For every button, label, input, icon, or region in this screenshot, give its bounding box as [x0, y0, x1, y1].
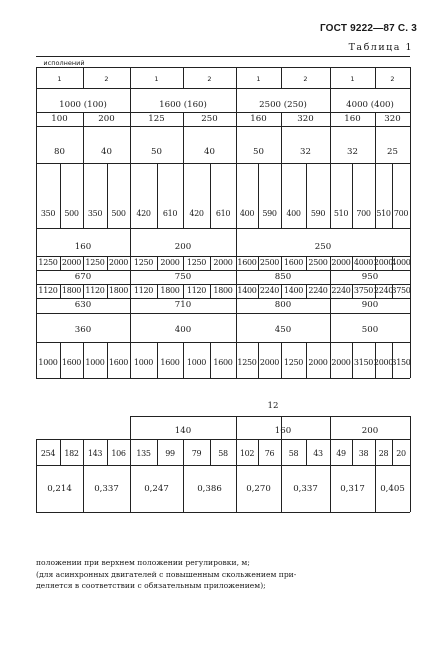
table-rule	[36, 56, 410, 57]
table-rule	[36, 284, 410, 285]
table-cell: 510	[376, 209, 391, 218]
table-column-rule	[281, 126, 282, 163]
table-cell: 2500 (250)	[259, 100, 307, 110]
table-column-rule	[157, 439, 158, 465]
table-rule	[36, 88, 410, 89]
table-rule	[36, 126, 410, 127]
table-cell: 102	[239, 449, 255, 458]
table-cell: 1600	[61, 358, 82, 367]
table-column-rule	[36, 439, 37, 465]
table-column-rule	[130, 112, 131, 126]
table-column-rule	[130, 88, 131, 112]
table-cell: 630	[74, 300, 92, 310]
table-cell: 670	[74, 272, 92, 282]
table-column-rule	[410, 126, 411, 163]
table-cell: 400	[239, 209, 255, 218]
table-cell: 710	[174, 300, 192, 310]
table-column-rule	[410, 88, 411, 112]
table-cell: 1000 (100)	[59, 100, 107, 110]
table-cell: 1800	[213, 286, 233, 295]
table-column-rule	[410, 416, 411, 439]
table-cell: 2000	[331, 258, 351, 267]
table-column-rule	[236, 163, 237, 228]
footnote-line-2: (для асинхронных двигателей с повышенным скольжением при-	[36, 569, 297, 579]
table-rule	[36, 163, 410, 164]
table-column-rule	[36, 163, 37, 228]
table-caption: Таблица 1	[348, 42, 413, 53]
table-cell: 1400	[237, 286, 257, 295]
table-column-rule	[352, 256, 353, 270]
table-cell: 1000	[38, 358, 58, 367]
table-cell: 0,337	[293, 484, 318, 494]
table-rule	[36, 439, 410, 440]
table-cell: 320	[384, 114, 401, 124]
table-rule	[36, 228, 410, 229]
footnote	[36, 557, 416, 592]
table-column-rule	[258, 163, 259, 228]
table-cell: 200	[361, 426, 379, 436]
table-column-rule	[210, 163, 211, 228]
table-cell: 360	[74, 325, 92, 335]
table-cell: 850	[274, 272, 292, 282]
table-column-rule	[130, 67, 131, 88]
table-cell: 1250	[38, 258, 58, 267]
table-cell: 40	[101, 147, 112, 157]
table-cell: 200	[98, 114, 115, 124]
table-cell: 1800	[160, 286, 180, 295]
table-column-rule	[157, 284, 158, 298]
variant-number: 2	[207, 75, 212, 83]
table-column-rule	[258, 284, 259, 298]
table-column-rule	[392, 439, 393, 465]
table-rule	[130, 416, 410, 417]
table-column-rule	[130, 465, 131, 512]
table-rule	[36, 256, 410, 257]
table-cell: 32	[300, 147, 311, 157]
table-rule	[36, 465, 410, 466]
table-cell: 99	[165, 449, 175, 458]
table-cell: 1600	[108, 358, 129, 367]
table-cell: 135	[136, 449, 151, 458]
table-column-rule	[410, 298, 411, 313]
table-column-rule	[36, 228, 37, 256]
table-cell: 3750	[391, 286, 411, 295]
table-cell: 0,386	[197, 484, 222, 494]
footnote-line-3: деляется в соответствии с обязательным приложением);	[36, 581, 266, 590]
table-column-rule	[130, 313, 131, 342]
table-cell: 2500	[308, 258, 328, 267]
table-column-rule	[306, 163, 307, 228]
table-cell: 3150	[391, 358, 411, 367]
table-rule	[36, 298, 410, 299]
table-column-rule	[330, 163, 331, 228]
table-column-rule	[375, 126, 376, 163]
table-rule	[36, 67, 410, 68]
table-column-rule	[330, 313, 331, 342]
table-column-rule	[258, 342, 259, 378]
table-column-rule	[281, 163, 282, 228]
table-column-rule	[36, 342, 37, 378]
table-column-rule	[236, 112, 237, 126]
table-column-rule	[306, 342, 307, 378]
table-cell: 2000	[213, 258, 233, 267]
variant-number: 2	[104, 75, 109, 83]
table-cell: 0,405	[380, 484, 405, 494]
table-cell: 2240	[331, 286, 351, 295]
table-cell: 2000	[373, 358, 394, 367]
table-column-rule	[157, 163, 158, 228]
table-column-rule	[83, 465, 84, 512]
table-cell: 50	[253, 147, 264, 157]
table-cell: 160	[274, 426, 292, 436]
variant-number: 1	[154, 75, 159, 83]
table-column-rule	[183, 342, 184, 378]
table-cell: 1120	[38, 286, 58, 295]
table-cell: 80	[54, 147, 65, 157]
table-column-rule	[36, 465, 37, 512]
table-column-rule	[183, 67, 184, 88]
variant-number: 1	[256, 75, 261, 83]
table-cell: 1250	[186, 258, 207, 267]
table-column-rule	[130, 270, 131, 284]
table-cell: 1600	[213, 358, 233, 367]
table-column-rule	[330, 270, 331, 284]
table-cell: 2000	[373, 258, 394, 267]
table-column-rule	[36, 256, 37, 270]
table-cell: 1120	[133, 286, 154, 295]
table-cell: 2000	[61, 258, 82, 267]
table-column-rule	[183, 126, 184, 163]
table-rule	[36, 512, 410, 513]
table-column-rule	[410, 112, 411, 126]
table-cell: 40	[204, 147, 215, 157]
table-cell: 2240	[308, 286, 328, 295]
table-cell: 500	[111, 209, 126, 218]
table-column-rule	[183, 465, 184, 512]
table-column-rule	[330, 67, 331, 88]
table-cell: 3150	[353, 358, 374, 367]
table-cell: 420	[189, 209, 204, 218]
table-cell: 350	[87, 209, 103, 218]
table-column-rule	[330, 416, 331, 439]
table-column-rule	[236, 270, 237, 284]
variant-number: 2	[303, 75, 308, 83]
table-column-rule	[236, 439, 237, 465]
table-column-rule	[330, 88, 331, 112]
table-cell: 1250	[85, 258, 105, 267]
table-column-rule	[258, 439, 259, 465]
table-cell: 58	[218, 449, 228, 458]
table-cell: 38	[358, 449, 369, 458]
table-column-rule	[236, 298, 237, 313]
table-cell: 350	[40, 209, 56, 218]
table-column-rule	[258, 256, 259, 270]
table-column-rule	[36, 284, 37, 298]
table-cell: 0,337	[94, 484, 119, 494]
table-column-rule	[60, 163, 61, 228]
table-column-rule	[183, 439, 184, 465]
table-column-rule	[410, 228, 411, 256]
table-cell: 25	[387, 147, 398, 157]
table-column-rule	[36, 67, 37, 88]
table-column-rule	[157, 342, 158, 378]
table-column-rule	[375, 67, 376, 88]
table-cell: 1250	[133, 258, 154, 267]
table-cell: 2000	[331, 358, 351, 367]
table-column-rule	[60, 342, 61, 378]
table-cell: 590	[310, 209, 326, 218]
table-column-rule	[83, 342, 84, 378]
table-column-rule	[183, 163, 184, 228]
table-column-rule	[130, 298, 131, 313]
table-cell: 0,270	[246, 484, 271, 494]
table-column-rule	[210, 256, 211, 270]
table-column-rule	[306, 256, 307, 270]
table-cell: 1120	[85, 286, 105, 295]
table-cell: 1250	[283, 358, 304, 367]
table-cell: 200	[174, 242, 192, 252]
table-column-rule	[130, 342, 131, 378]
table-column-rule	[183, 112, 184, 126]
table-cell: 700	[393, 209, 409, 218]
table-column-rule	[36, 126, 37, 163]
table-column-rule	[281, 465, 282, 512]
table-cell: 250	[201, 114, 218, 124]
table-column-rule	[60, 256, 61, 270]
table-cell: 1000	[85, 358, 105, 367]
table-column-rule	[183, 284, 184, 298]
table-column-rule	[36, 112, 37, 126]
table-column-rule	[330, 298, 331, 313]
table-column-rule	[210, 439, 211, 465]
table-cell: 2000	[108, 258, 129, 267]
table-column-rule	[83, 256, 84, 270]
table-column-rule	[352, 163, 353, 228]
table-cell: 0,247	[144, 484, 169, 494]
table-column-rule	[281, 342, 282, 378]
table-cell: 143	[87, 449, 103, 458]
table-cell: 125	[148, 114, 165, 124]
table-cell: 1000	[133, 358, 154, 367]
table-column-rule	[410, 163, 411, 228]
table-cell: 79	[191, 449, 202, 458]
table-cell: 4000 (400)	[346, 100, 394, 110]
table-cell: 1120	[186, 286, 207, 295]
table-column-rule	[183, 256, 184, 270]
table-column-rule	[130, 228, 131, 256]
variant-number: 1	[350, 75, 355, 83]
table-cell: 160	[74, 242, 92, 252]
table-cell: 76	[264, 449, 275, 458]
table-column-rule	[130, 439, 131, 465]
table-cell: 1000	[186, 358, 207, 367]
table-cell: 182	[64, 449, 79, 458]
table-cell: 1800	[108, 286, 129, 295]
table-cell: 610	[162, 209, 178, 218]
table-cell: 1400	[283, 286, 304, 295]
table-column-rule	[281, 284, 282, 298]
table-cell: 254	[40, 449, 56, 458]
table-column-rule	[236, 416, 237, 439]
table-column-rule	[36, 270, 37, 284]
table-cell: 43	[313, 449, 323, 458]
table-column-rule	[281, 439, 282, 465]
table-cell: 1250	[237, 358, 257, 367]
table-column-rule	[410, 465, 411, 512]
table-cell: 1600	[237, 258, 257, 267]
table-cell: 0,317	[340, 484, 365, 494]
table-column-rule	[281, 256, 282, 270]
table-column-rule	[236, 228, 237, 256]
table-cell: 950	[361, 272, 379, 282]
table-column-rule	[236, 67, 237, 88]
table-column-rule	[330, 439, 331, 465]
table-cell: 2500	[259, 258, 280, 267]
table-cell: 900	[361, 300, 379, 310]
table-cell: 32	[347, 147, 358, 157]
table-column-rule	[352, 284, 353, 298]
table-column-rule	[410, 270, 411, 284]
table-cell: 12	[267, 401, 279, 411]
table-column-rule	[375, 112, 376, 126]
table-cell: 2000	[259, 358, 280, 367]
table-column-rule	[130, 126, 131, 163]
table-column-rule	[157, 256, 158, 270]
table-cell: 2240	[259, 286, 280, 295]
variant-number: 2	[390, 75, 395, 83]
table-cell: 2000	[160, 258, 180, 267]
table-column-rule	[60, 284, 61, 298]
table-cell: 420	[136, 209, 151, 218]
table-column-rule	[410, 67, 411, 88]
table-cell: 320	[297, 114, 314, 124]
table-column-rule	[83, 126, 84, 163]
table-column-rule	[330, 112, 331, 126]
table-cell: 500	[64, 209, 79, 218]
table-column-rule	[107, 284, 108, 298]
table-column-rule	[130, 416, 131, 439]
table-column-rule	[107, 342, 108, 378]
table-column-rule	[352, 439, 353, 465]
table-column-rule	[130, 284, 131, 298]
table-cell: 4000	[391, 258, 411, 267]
table-column-rule	[236, 313, 237, 342]
table-cell: 1600 (160)	[159, 100, 207, 110]
table-cell: 1600	[160, 358, 180, 367]
table-column-rule	[36, 313, 37, 342]
table-cell: 49	[336, 449, 346, 458]
table-rule	[36, 378, 410, 379]
table-cell: 58	[288, 449, 299, 458]
table-cell: 0,214	[47, 484, 72, 494]
table-column-rule	[210, 284, 211, 298]
table-cell: 610	[215, 209, 231, 218]
table-column-rule	[236, 126, 237, 163]
table-column-rule	[410, 439, 411, 465]
table-column-rule	[352, 342, 353, 378]
table-cell: 750	[174, 272, 192, 282]
table-cell: 140	[174, 426, 192, 436]
table-column-rule	[306, 439, 307, 465]
table-cell: 2000	[308, 358, 328, 367]
table-column-rule	[281, 67, 282, 88]
table-column-rule	[130, 256, 131, 270]
table-column-rule	[83, 163, 84, 228]
table-column-rule	[210, 342, 211, 378]
table-cell: 590	[262, 209, 277, 218]
table-cell: 160	[250, 114, 267, 124]
table-column-rule	[60, 439, 61, 465]
table-column-rule	[36, 298, 37, 313]
table-cell: 4000	[353, 258, 374, 267]
table-column-rule	[330, 126, 331, 163]
table-column-rule	[107, 439, 108, 465]
table-cell: 160	[344, 114, 361, 124]
table-cell: 1600	[283, 258, 304, 267]
table-cell: 100	[51, 114, 68, 124]
table-column-rule	[107, 256, 108, 270]
table-cell: 3750	[353, 286, 374, 295]
document-header: ГОСТ 9222—87 С. 3	[319, 23, 417, 34]
table-cell: 50	[151, 147, 162, 157]
table-cell: 510	[333, 209, 349, 218]
table-column-rule	[130, 163, 131, 228]
table-column-rule	[281, 112, 282, 126]
table-rule	[36, 270, 410, 271]
table-column-rule	[236, 465, 237, 512]
variant-number: 1	[57, 75, 62, 83]
table-rule	[36, 112, 410, 113]
table-rule	[36, 313, 410, 314]
table-cell: 500	[361, 325, 379, 335]
table-cell: 1800	[61, 286, 82, 295]
table-cell: 800	[274, 300, 292, 310]
table-column-rule	[83, 284, 84, 298]
table-column-rule	[83, 67, 84, 88]
table-cell: 400	[286, 209, 301, 218]
table-cell: 400	[174, 325, 192, 335]
table-cell: 20	[396, 449, 406, 458]
column-group-label: исполнений	[43, 59, 85, 67]
table-cell: 28	[378, 449, 389, 458]
table-column-rule	[236, 88, 237, 112]
table-column-rule	[330, 465, 331, 512]
table-column-rule	[83, 439, 84, 465]
table-column-rule	[107, 163, 108, 228]
table-column-rule	[36, 88, 37, 112]
table-rule	[36, 342, 410, 343]
table-column-rule	[83, 112, 84, 126]
table-column-rule	[306, 284, 307, 298]
table-cell: 700	[356, 209, 371, 218]
table-cell: 106	[111, 449, 126, 458]
table-column-rule	[375, 439, 376, 465]
table-cell: 2240	[373, 286, 394, 295]
table-column-rule	[410, 313, 411, 342]
table-column-rule	[375, 465, 376, 512]
table-cell: 250	[314, 242, 332, 252]
footnote-line-1: положении при верхнем положении регулировки, м;	[36, 558, 250, 567]
table-cell: 450	[274, 325, 292, 335]
